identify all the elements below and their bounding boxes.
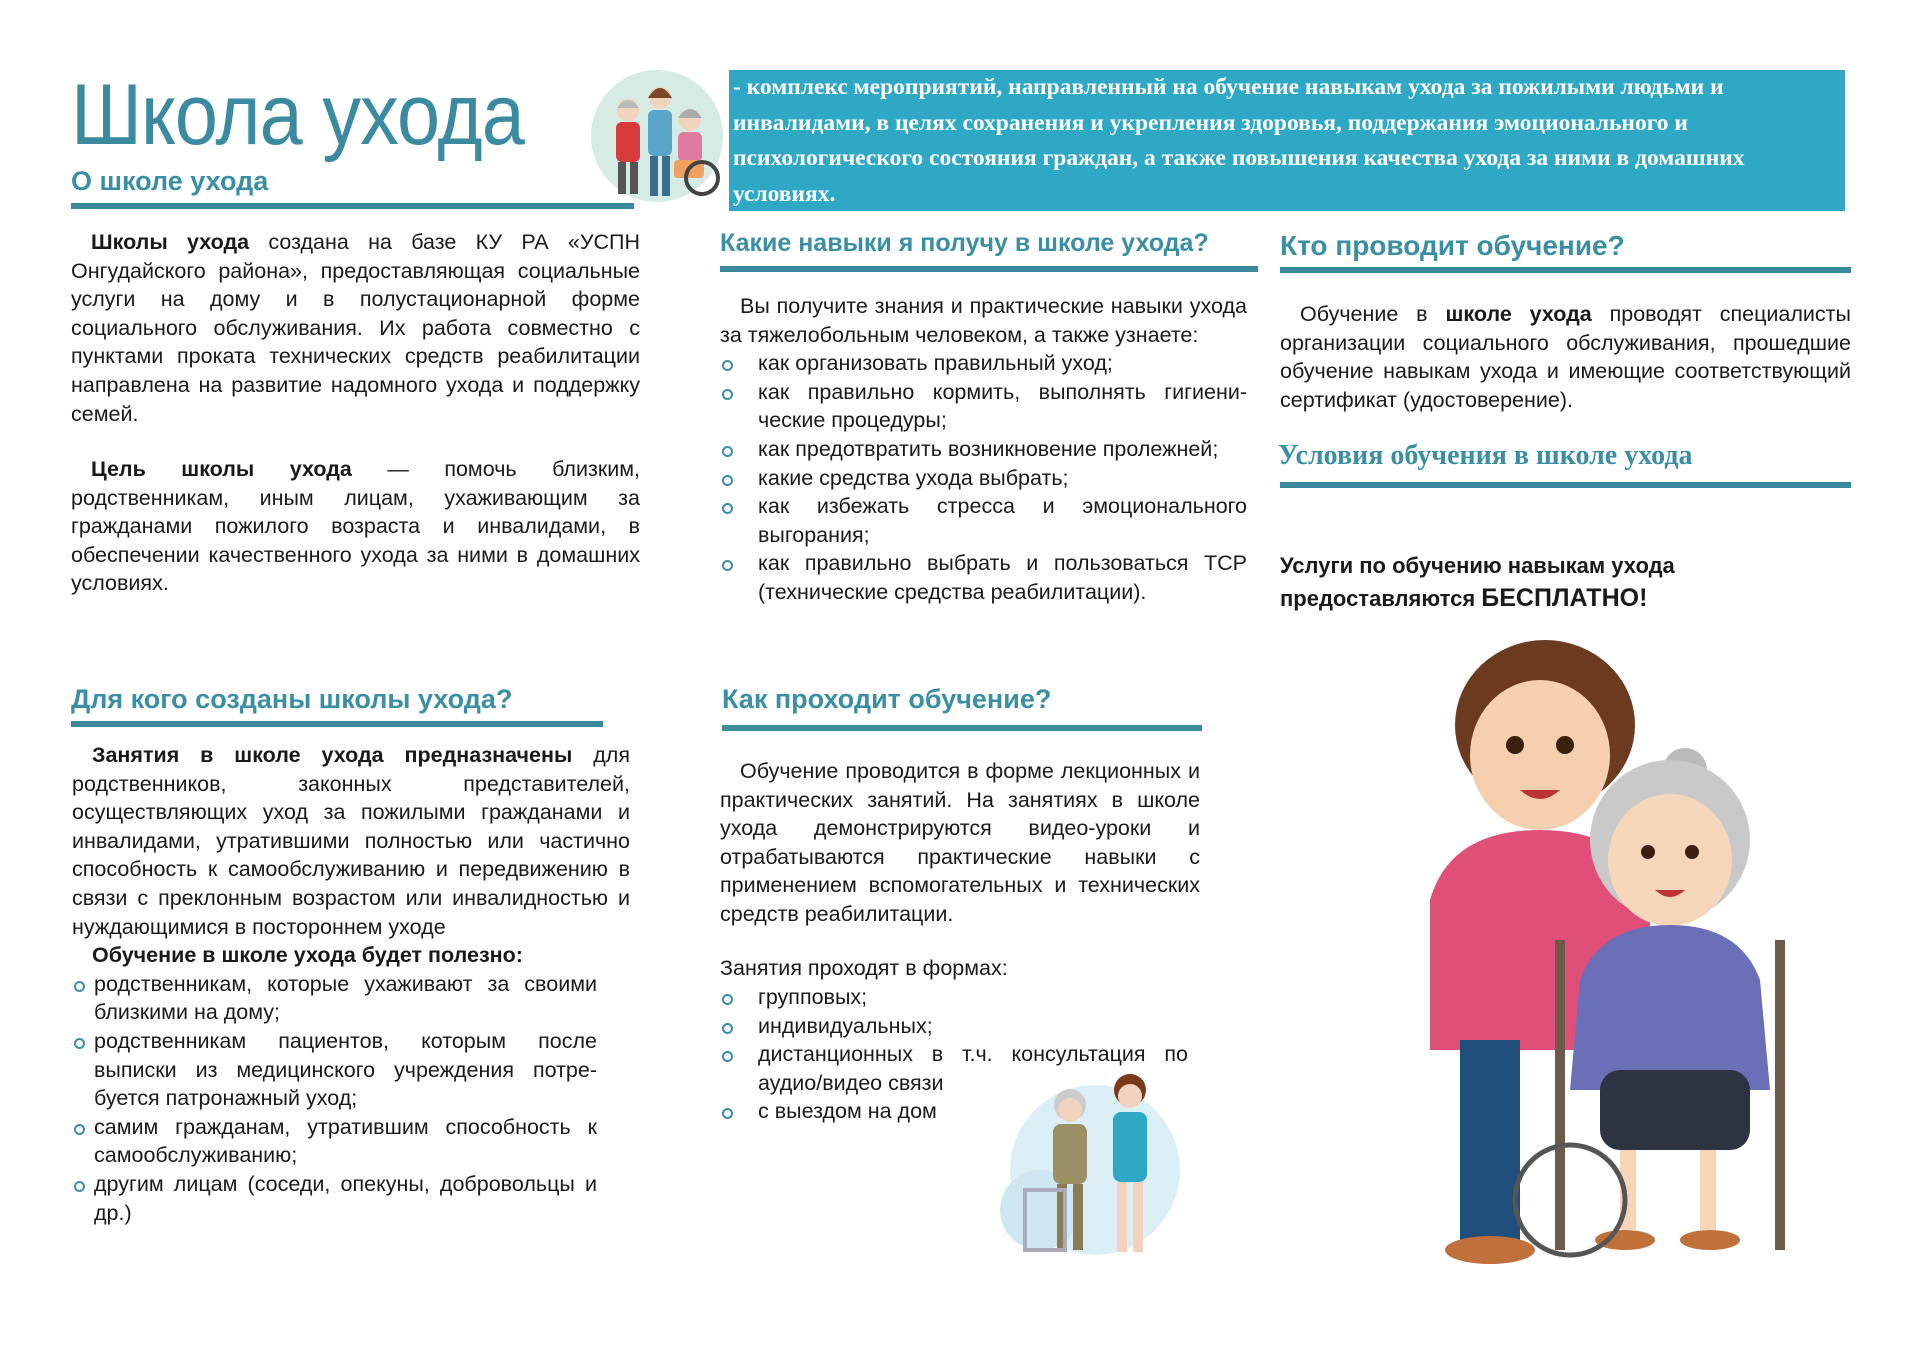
for-whom-list bbox=[72, 970, 597, 1227]
list-item: как предотвратить возникновение пролежней; bbox=[720, 435, 1247, 464]
caregiver-with-elderly-illustration bbox=[1350, 640, 1790, 1270]
list-item: как избежать стресса и эмоционального выгорания; bbox=[720, 492, 1247, 549]
list-item: как правильно кормить, выполнять гигиени-ческие процедуры; bbox=[720, 378, 1247, 435]
for-whom-heading: Для кого созданы школы ухода? bbox=[71, 684, 513, 714]
list-item: самим гражданам, утратившим способность к самообслуживанию; bbox=[72, 1113, 597, 1170]
caregivers-illustration bbox=[590, 68, 724, 204]
list-item: как правильно выбрать и пользоваться ТСР (технические средства реабилитации). bbox=[720, 549, 1247, 606]
skills-heading: Какие навыки я получу в школе ухода? bbox=[720, 229, 1209, 257]
conditions-free: Услуги по обучению навыкам ухода предоставляются БЕСПЛАТНО! bbox=[1280, 553, 1675, 612]
forms-label: Занятия проходят в формах: bbox=[720, 956, 1008, 980]
for-whom-section bbox=[72, 741, 630, 1227]
list-item: как организовать правильный уход; bbox=[720, 349, 1247, 378]
for-whom-paragraph: Занятия в школе ухода предназначены для родственников, законных представителей, осуществляющих уход за пожилыми гражданами и инвалидами, утратившими полностью или частично способность к самообслуживанию и передвижению в связи с преклонным возрастом или инвалидностью и нуждающимися в постороннем уходе bbox=[72, 743, 630, 939]
how-paragraph: Обучение проводится в форме лекционных и практических занятий. На занятиях в школе ухода демонстрируются видео-уроки и отрабатываются практические навыки с применением вспомогательных и технических средств реабилитации. bbox=[720, 759, 1200, 926]
how-heading: Как проходит обучение? bbox=[722, 684, 1052, 714]
skills-intro: Вы получите знания и практические навыки ухода за тяжелобольным человеком, а также узнаете: bbox=[720, 294, 1247, 347]
useful-label: Обучение в школе ухода будет полезно: bbox=[92, 943, 523, 968]
who-rule bbox=[1280, 267, 1851, 273]
conditions-heading: Условия обучения в школе ухода bbox=[1278, 440, 1693, 471]
list-item: другим лицам (соседи, опекуны, добровольцы и др.) bbox=[72, 1170, 597, 1227]
nurse-with-elderly-illustration bbox=[985, 1060, 1195, 1265]
about-rule bbox=[71, 203, 634, 209]
list-item: групповых; bbox=[720, 983, 1200, 1012]
skills-rule bbox=[720, 266, 1258, 272]
definition-box: - комплекс мероприятий, направленный на обучение навыкам ухода за пожилыми людьми и инвалидами, в целях сохранения и укрепления здоровья, поддержания эмоционального и психологического состояния граждан, а также повышения качества ухода за ними в домашних условиях. bbox=[729, 70, 1845, 211]
list-item: дистанционных в т.ч. консультация по аудио/видео связи bbox=[720, 1040, 1200, 1097]
list-item: с выездом на дом bbox=[720, 1097, 1200, 1126]
list-item: родственникам пациентов, которым после выписки из медицинского учреждения потре-буется патронажный уход; bbox=[72, 1027, 597, 1113]
how-rule bbox=[722, 725, 1202, 731]
list-item: индивидуальных; bbox=[720, 1012, 1200, 1041]
conditions-rule bbox=[1280, 482, 1851, 488]
list-item: родственникам, которые ухаживают за своими близкими на дому; bbox=[72, 970, 597, 1027]
who-paragraph: Обучение в школе ухода проводят специалисты организации социального обслуживания, прошедшие обучение навыкам ухода и имеющие соответствующий сертификат (удостоверение). bbox=[1280, 302, 1851, 412]
skills-section bbox=[720, 292, 1247, 607]
who-heading: Кто проводит обучение? bbox=[1280, 230, 1625, 261]
about-paragraph-2: Цель школы ухода — помочь близким, родственникам, иным лицам, ухаживающим за гражданами пожилого возраста и инвалидами, в обеспечении качественного ухода за ними в домашних условиях. bbox=[71, 457, 641, 596]
for-whom-rule bbox=[71, 721, 603, 727]
about-heading: О школе ухода bbox=[71, 166, 269, 196]
list-item: какие средства ухода выбрать; bbox=[720, 464, 1247, 493]
about-paragraph-1: Школы ухода создана на базе КУ РА «УСПН Онгудайского района», предоставляющая социальные услуги на дому и в полустационарной форме социального обслуживания. Их работа совместно с пунктами проката технических средств реабилитации направлена на развитие надомного ухода и поддержку семей. bbox=[71, 230, 640, 426]
page-title: Школа ухода bbox=[71, 67, 524, 163]
skills-list bbox=[720, 349, 1247, 606]
